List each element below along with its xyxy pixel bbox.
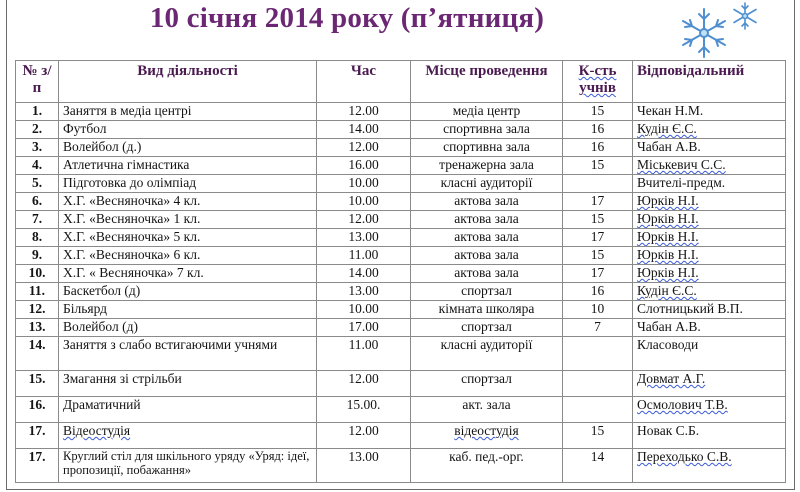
header-count: К-сть учнів bbox=[563, 61, 633, 103]
row-place: актова зала bbox=[411, 229, 563, 247]
table-row bbox=[16, 247, 786, 265]
row-num: 9. bbox=[16, 247, 59, 265]
row-responsible: Слотницький В.П. bbox=[633, 301, 786, 319]
schedule-table bbox=[15, 60, 786, 483]
row-time: 11.00 bbox=[317, 247, 411, 265]
table-row bbox=[16, 175, 786, 193]
table-row bbox=[16, 103, 786, 121]
row-responsible: Юрків Н.І. bbox=[633, 211, 786, 229]
table-row bbox=[16, 157, 786, 175]
row-num: 7. bbox=[16, 211, 59, 229]
row-responsible: Довмат А.Г. bbox=[633, 371, 786, 397]
row-time: 14.00 bbox=[317, 121, 411, 139]
table-row bbox=[16, 397, 786, 423]
row-responsible: Юрків Н.І. bbox=[633, 229, 786, 247]
row-time: 16.00 bbox=[317, 157, 411, 175]
row-time: 17.00 bbox=[317, 319, 411, 337]
row-activity: Більярд bbox=[59, 301, 317, 319]
row-time: 12.00 bbox=[317, 371, 411, 397]
row-responsible: Кудін Є.С. bbox=[633, 121, 786, 139]
row-count: 16 bbox=[563, 139, 633, 157]
row-activity: Атлетична гімнастика bbox=[59, 157, 317, 175]
table-row bbox=[16, 449, 786, 483]
row-num: 3. bbox=[16, 139, 59, 157]
row-num: 17. bbox=[16, 449, 59, 483]
row-place: спортивна зала bbox=[411, 121, 563, 139]
row-time: 14.00 bbox=[317, 265, 411, 283]
row-place: медіа центр bbox=[411, 103, 563, 121]
row-num: 8. bbox=[16, 229, 59, 247]
row-place: актова зала bbox=[411, 211, 563, 229]
table-row bbox=[16, 337, 786, 371]
row-count: 14 bbox=[563, 449, 633, 483]
row-time: 12.00 bbox=[317, 423, 411, 449]
row-place: спортивна зала bbox=[411, 139, 563, 157]
row-time: 10.00 bbox=[317, 301, 411, 319]
row-place: спортзал bbox=[411, 371, 563, 397]
row-activity: Х.Г. «Весняночка» 4 кл. bbox=[59, 193, 317, 211]
row-place: спортзал bbox=[411, 283, 563, 301]
row-time: 11.00 bbox=[317, 337, 411, 371]
row-num: 13. bbox=[16, 319, 59, 337]
row-count: 15 bbox=[563, 103, 633, 121]
row-count: 16 bbox=[563, 121, 633, 139]
row-activity: Волейбол (д.) bbox=[59, 139, 317, 157]
row-responsible: Новак С.Б. bbox=[633, 423, 786, 449]
row-num: 17. bbox=[16, 423, 59, 449]
row-count: 7 bbox=[563, 319, 633, 337]
row-time: 15.00. bbox=[317, 397, 411, 423]
row-time: 13.00 bbox=[317, 283, 411, 301]
row-count: 15 bbox=[563, 157, 633, 175]
row-count bbox=[563, 175, 633, 193]
row-num: 14. bbox=[16, 337, 59, 371]
row-num: 12. bbox=[16, 301, 59, 319]
row-place: актова зала bbox=[411, 193, 563, 211]
table-row bbox=[16, 211, 786, 229]
table-row bbox=[16, 121, 786, 139]
row-num: 2. bbox=[16, 121, 59, 139]
row-activity: Волейбол (д) bbox=[59, 319, 317, 337]
row-count: 15 bbox=[563, 247, 633, 265]
row-count: 15 bbox=[563, 211, 633, 229]
row-activity: Підготовка до олімпіад bbox=[59, 175, 317, 193]
row-activity: Змагання зі стрільби bbox=[59, 371, 317, 397]
schedule-sheet bbox=[6, 0, 795, 490]
row-num: 10. bbox=[16, 265, 59, 283]
header-num: № з/п bbox=[16, 61, 59, 103]
row-activity: Заняття в медіа центрі bbox=[59, 103, 317, 121]
header-responsible: Відповідальний bbox=[633, 61, 786, 103]
row-responsible: Вчителі-предм. bbox=[633, 175, 786, 193]
row-num: 15. bbox=[16, 371, 59, 397]
row-time: 10.00 bbox=[317, 193, 411, 211]
row-activity: Х.Г. « Весняночка» 7 кл. bbox=[59, 265, 317, 283]
header-activity: Вид діяльності bbox=[59, 61, 317, 103]
page-title: 10 січня 2014 року (п’ятниця) bbox=[149, 2, 545, 34]
table-row bbox=[16, 371, 786, 397]
row-responsible: Чабан А.В. bbox=[633, 139, 786, 157]
table-row bbox=[16, 301, 786, 319]
table-row bbox=[16, 193, 786, 211]
row-time: 10.00 bbox=[317, 175, 411, 193]
table-row bbox=[16, 265, 786, 283]
row-time: 13.00 bbox=[317, 449, 411, 483]
row-count bbox=[563, 397, 633, 423]
table-row bbox=[16, 283, 786, 301]
row-responsible: Чабан А.В. bbox=[633, 319, 786, 337]
row-activity: Заняття з слабо встигаючими учнями bbox=[59, 337, 317, 371]
row-num: 16. bbox=[16, 397, 59, 423]
row-num: 5. bbox=[16, 175, 59, 193]
row-activity: Відеостудія bbox=[59, 423, 317, 449]
row-activity: Х.Г. «Весняночка» 6 кл. bbox=[59, 247, 317, 265]
row-count bbox=[563, 337, 633, 371]
row-responsible: Осмолович Т.В. bbox=[633, 397, 786, 423]
row-responsible: Класоводи bbox=[633, 337, 786, 371]
row-time: 12.00 bbox=[317, 103, 411, 121]
row-responsible: Юрків Н.І. bbox=[633, 193, 786, 211]
row-time: 13.00 bbox=[317, 229, 411, 247]
row-place: актова зала bbox=[411, 247, 563, 265]
row-place: класні аудиторії bbox=[411, 337, 563, 371]
row-responsible: Переходько С.В. bbox=[633, 449, 786, 483]
row-count: 17 bbox=[563, 229, 633, 247]
table-row bbox=[16, 229, 786, 247]
row-place: тренажерна зала bbox=[411, 157, 563, 175]
snowflake-icon bbox=[674, 0, 764, 62]
row-responsible: Міськевич С.С. bbox=[633, 157, 786, 175]
row-activity: Х.Г. «Весняночка» 5 кл. bbox=[59, 229, 317, 247]
table-header bbox=[16, 61, 786, 103]
row-activity: Футбол bbox=[59, 121, 317, 139]
row-responsible: Кудін Є.С. bbox=[633, 283, 786, 301]
row-place: актова зала bbox=[411, 265, 563, 283]
row-responsible: Юрків Н.І. bbox=[633, 247, 786, 265]
row-activity: Баскетбол (д) bbox=[59, 283, 317, 301]
row-place: каб. пед.-орг. bbox=[411, 449, 563, 483]
table-row bbox=[16, 139, 786, 157]
row-time: 12.00 bbox=[317, 139, 411, 157]
row-num: 4. bbox=[16, 157, 59, 175]
row-place: класні аудиторії bbox=[411, 175, 563, 193]
header-time: Час bbox=[317, 61, 411, 103]
row-count: 10 bbox=[563, 301, 633, 319]
row-place: відеостудія bbox=[411, 423, 563, 449]
row-count: 17 bbox=[563, 193, 633, 211]
table-row bbox=[16, 423, 786, 449]
row-time: 12.00 bbox=[317, 211, 411, 229]
header-place: Місце проведення bbox=[411, 61, 563, 103]
row-responsible: Чекан Н.М. bbox=[633, 103, 786, 121]
row-count: 15 bbox=[563, 423, 633, 449]
row-count: 17 bbox=[563, 265, 633, 283]
row-num: 1. bbox=[16, 103, 59, 121]
row-activity: Х.Г. «Весняночка» 1 кл. bbox=[59, 211, 317, 229]
row-activity: Драматичний bbox=[59, 397, 317, 423]
row-place: акт. зала bbox=[411, 397, 563, 423]
row-count bbox=[563, 371, 633, 397]
row-place: кімната школяра bbox=[411, 301, 563, 319]
row-responsible: Юрків Н.І. bbox=[633, 265, 786, 283]
row-place: спортзал bbox=[411, 319, 563, 337]
table-row bbox=[16, 319, 786, 337]
row-count: 16 bbox=[563, 283, 633, 301]
row-activity: Круглий стіл для шкільного уряду «Уряд: ідеї, пропозиції, побажання» bbox=[59, 449, 317, 483]
row-num: 6. bbox=[16, 193, 59, 211]
row-num: 11. bbox=[16, 283, 59, 301]
